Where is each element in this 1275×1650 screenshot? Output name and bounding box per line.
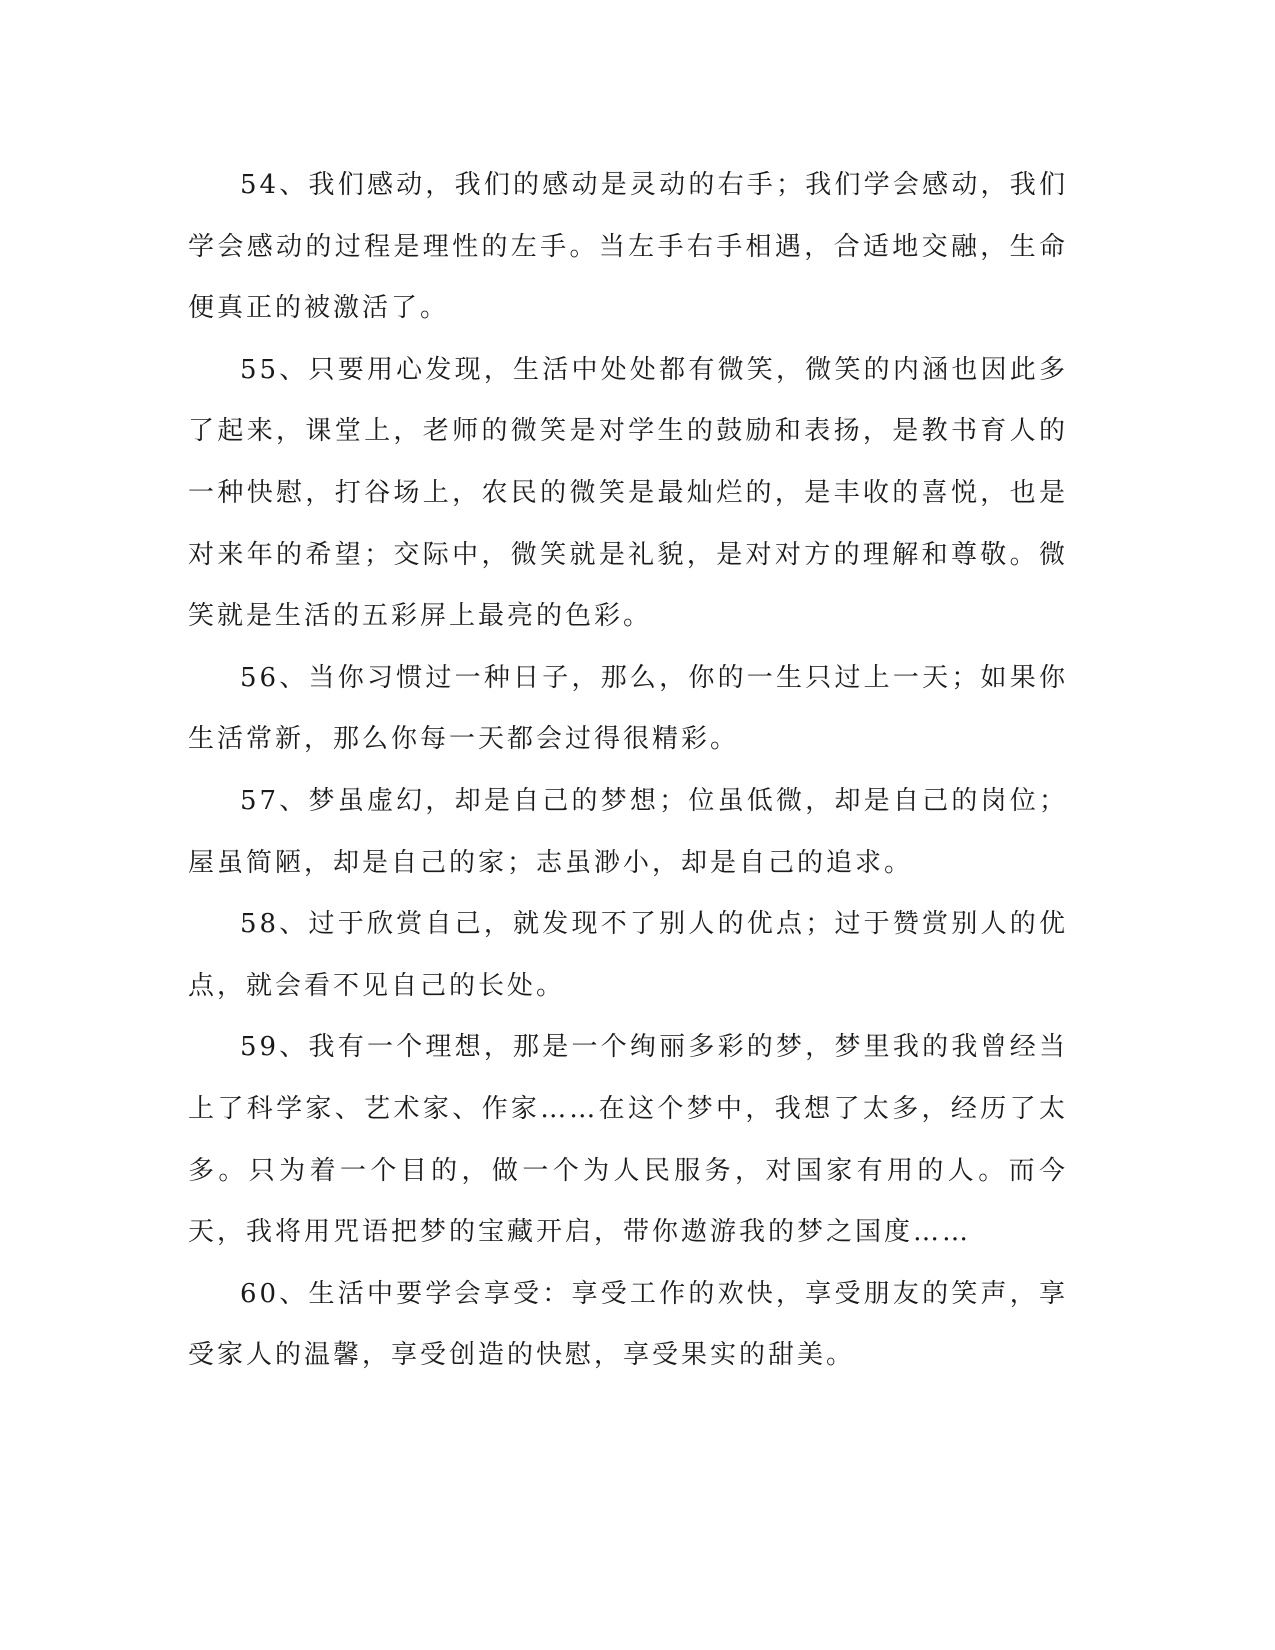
paragraph-60: 60、生活中要学会享受：享受工作的欢快，享受朋友的笑声，享受家人的温馨，享受创造的快慰，享受果实的甜美。: [188, 1278, 1068, 1371]
document-page: [188, 155, 1068, 1387]
paragraph-59: 59、我有一个理想，那是一个绚丽多彩的梦，梦里我的我曾经当上了科学家、艺术家、作家……在这个梦中，我想了太多，经历了太多。只为着一个目的，做一个为人民服务，对国家有用的人。而今天，我将用咒语把梦的宝藏开启，带你遨游我的梦之国度……: [188, 1032, 1068, 1248]
paragraph-54: 54、我们感动，我们的感动是灵动的右手；我们学会感动，我们学会感动的过程是理性的左手。当左手右手相遇，合适地交融，生命便真正的被激活了。: [188, 170, 1068, 324]
paragraph-58: 58、过于欣赏自己，就发现不了别人的优点；过于赞赏别人的优点，就会看不见自己的长处。: [188, 909, 1068, 1001]
paragraph-56: 56、当你习惯过一种日子，那么，你的一生只过上一天；如果你生活常新，那么你每一天都会过得很精彩。: [188, 662, 1068, 755]
paragraph-55: 55、只要用心发现，生活中处处都有微笑，微笑的内涵也因此多了起来，课堂上，老师的微笑是对学生的鼓励和表扬，是教书育人的一种快慰，打谷场上，农民的微笑是最灿烂的，是丰收的喜悦，也是对来年的希望；交际中，微笑就是礼貌，是对对方的理解和尊敬。微笑就是生活的五彩屏上最亮的色彩。: [188, 354, 1068, 632]
paragraph-57: 57、梦虽虚幻，却是自己的梦想；位虽低微，却是自己的岗位；屋虽简陋，却是自己的家；志虽渺小，却是自己的追求。: [188, 785, 1068, 878]
